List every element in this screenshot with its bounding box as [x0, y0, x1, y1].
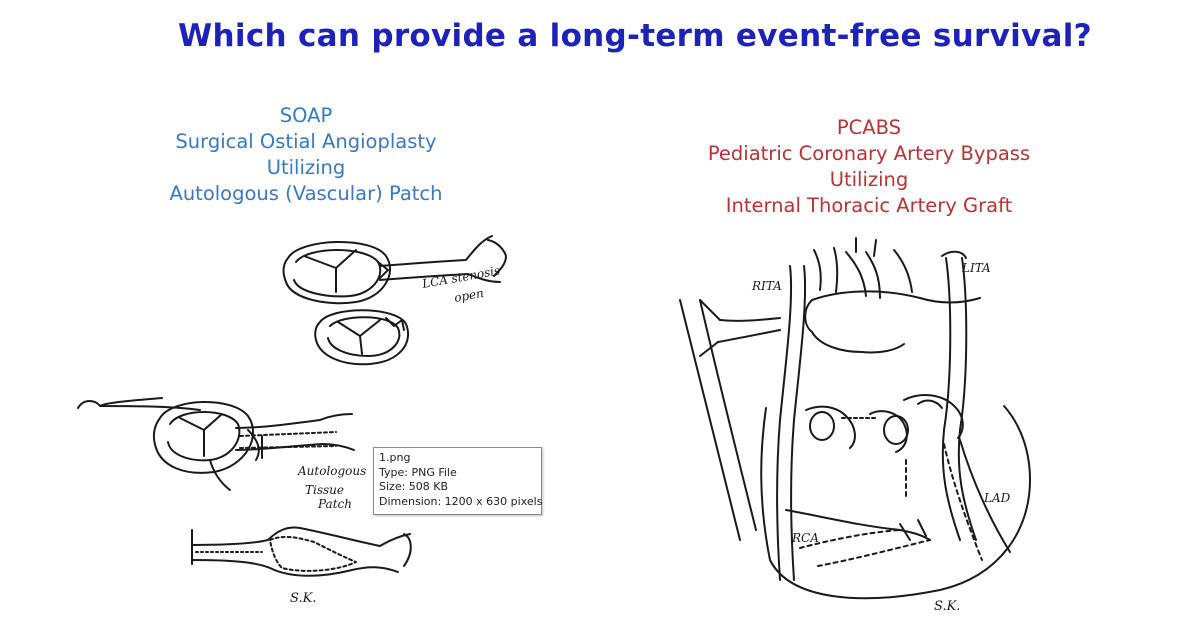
soap-heading-line: Autologous (Vascular) Patch [169, 182, 443, 205]
patch-label-line1: Autologous [298, 464, 367, 478]
pcabs-heart-diagram [680, 238, 1030, 598]
lita-label: LITA [962, 261, 991, 275]
patch-label-line3: Patch [318, 497, 352, 511]
patch-label-line2: Tissue [305, 483, 344, 497]
tooltip-size: Size: 508 KB [379, 480, 449, 493]
lca-label-line1: LCA stenosis [421, 263, 502, 291]
pcabs-heading-line: Internal Thoracic Artery Graft [725, 194, 1013, 217]
pcabs-heading-line: Pediatric Coronary Artery Bypass [707, 142, 1031, 165]
pcabs-signature: S.K. [934, 599, 961, 614]
soap-patched-artery [192, 528, 411, 576]
pcabs-heading-line: Utilizing [829, 168, 909, 191]
lca-label-line2: open [453, 286, 485, 305]
soap-heading-line: Utilizing [266, 156, 346, 179]
page-title: Which can provide a long-term event-free survival? [178, 18, 1092, 54]
tooltip-type: Type: PNG File [379, 465, 457, 479]
tooltip-dimension: Dimension: 1200 x 630 pixels [379, 494, 543, 508]
file-info-tooltip [373, 447, 542, 515]
rita-label: RITA [752, 279, 782, 293]
lad-label: LAD [984, 491, 1011, 505]
soap-aortic-valve-open [315, 310, 408, 364]
tooltip-filename: 1.png [379, 451, 411, 464]
pcabs-heading-line: PCABS [836, 116, 902, 139]
soap-signature: S.K. [290, 591, 317, 606]
soap-heading-line: SOAP [279, 104, 333, 127]
rca-label: RCA [792, 531, 819, 545]
soap-heading-line: Surgical Ostial Angioplasty [175, 130, 437, 153]
